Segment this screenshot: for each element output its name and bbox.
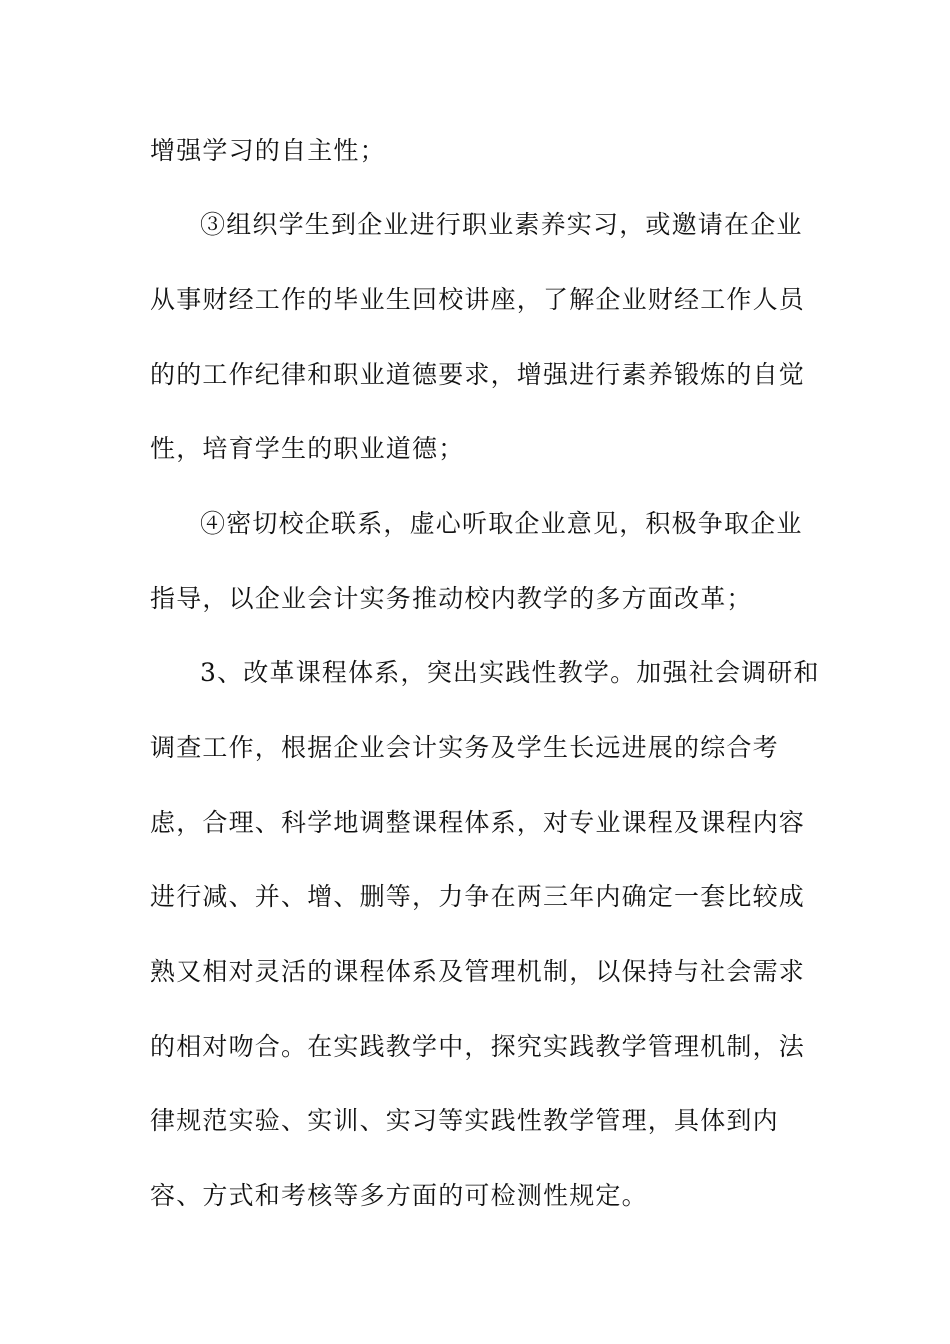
text-line: 从事财经工作的毕业生回校讲座，了解企业财经工作人员 — [150, 285, 806, 314]
text-line: 律规范实验、实训、实习等实践性教学管理，具体到内 — [150, 1106, 779, 1135]
text-line: ③组织学生到企业进行职业素养实习，或邀请在企业 — [200, 210, 803, 239]
text-line: 熟又相对灵活的课程体系及管理机制，以保持与社会需求 — [150, 957, 806, 986]
text-line: 的的工作纪律和职业道德要求，增强进行素养锻炼的自觉 — [150, 360, 806, 389]
text-line: 3、改革课程体系，突出实践性教学。加强社会调研和 — [200, 658, 820, 687]
text-line: ④密切校企联系，虚心听取企业意见，积极争取企业 — [200, 509, 803, 538]
text-line: 进行减、并、增、删等，力争在两三年内确定一套比较成 — [150, 882, 806, 911]
text-line: 指导，以企业会计实务推动校内教学的多方面改革； — [150, 584, 753, 613]
text-line: 性，培育学生的职业道德； — [150, 434, 465, 463]
text-line: 的相对吻合。在实践教学中，探究实践教学管理机制，法 — [150, 1032, 806, 1061]
text-line: 虑，合理、科学地调整课程体系，对专业课程及课程内容 — [150, 808, 806, 837]
text-line: 调查工作，根据企业会计实务及学生长远进展的综合考 — [150, 733, 779, 762]
text-line: 增强学习的自主性； — [150, 136, 386, 165]
text-line: 容、方式和考核等多方面的可检测性规定。 — [150, 1181, 648, 1210]
